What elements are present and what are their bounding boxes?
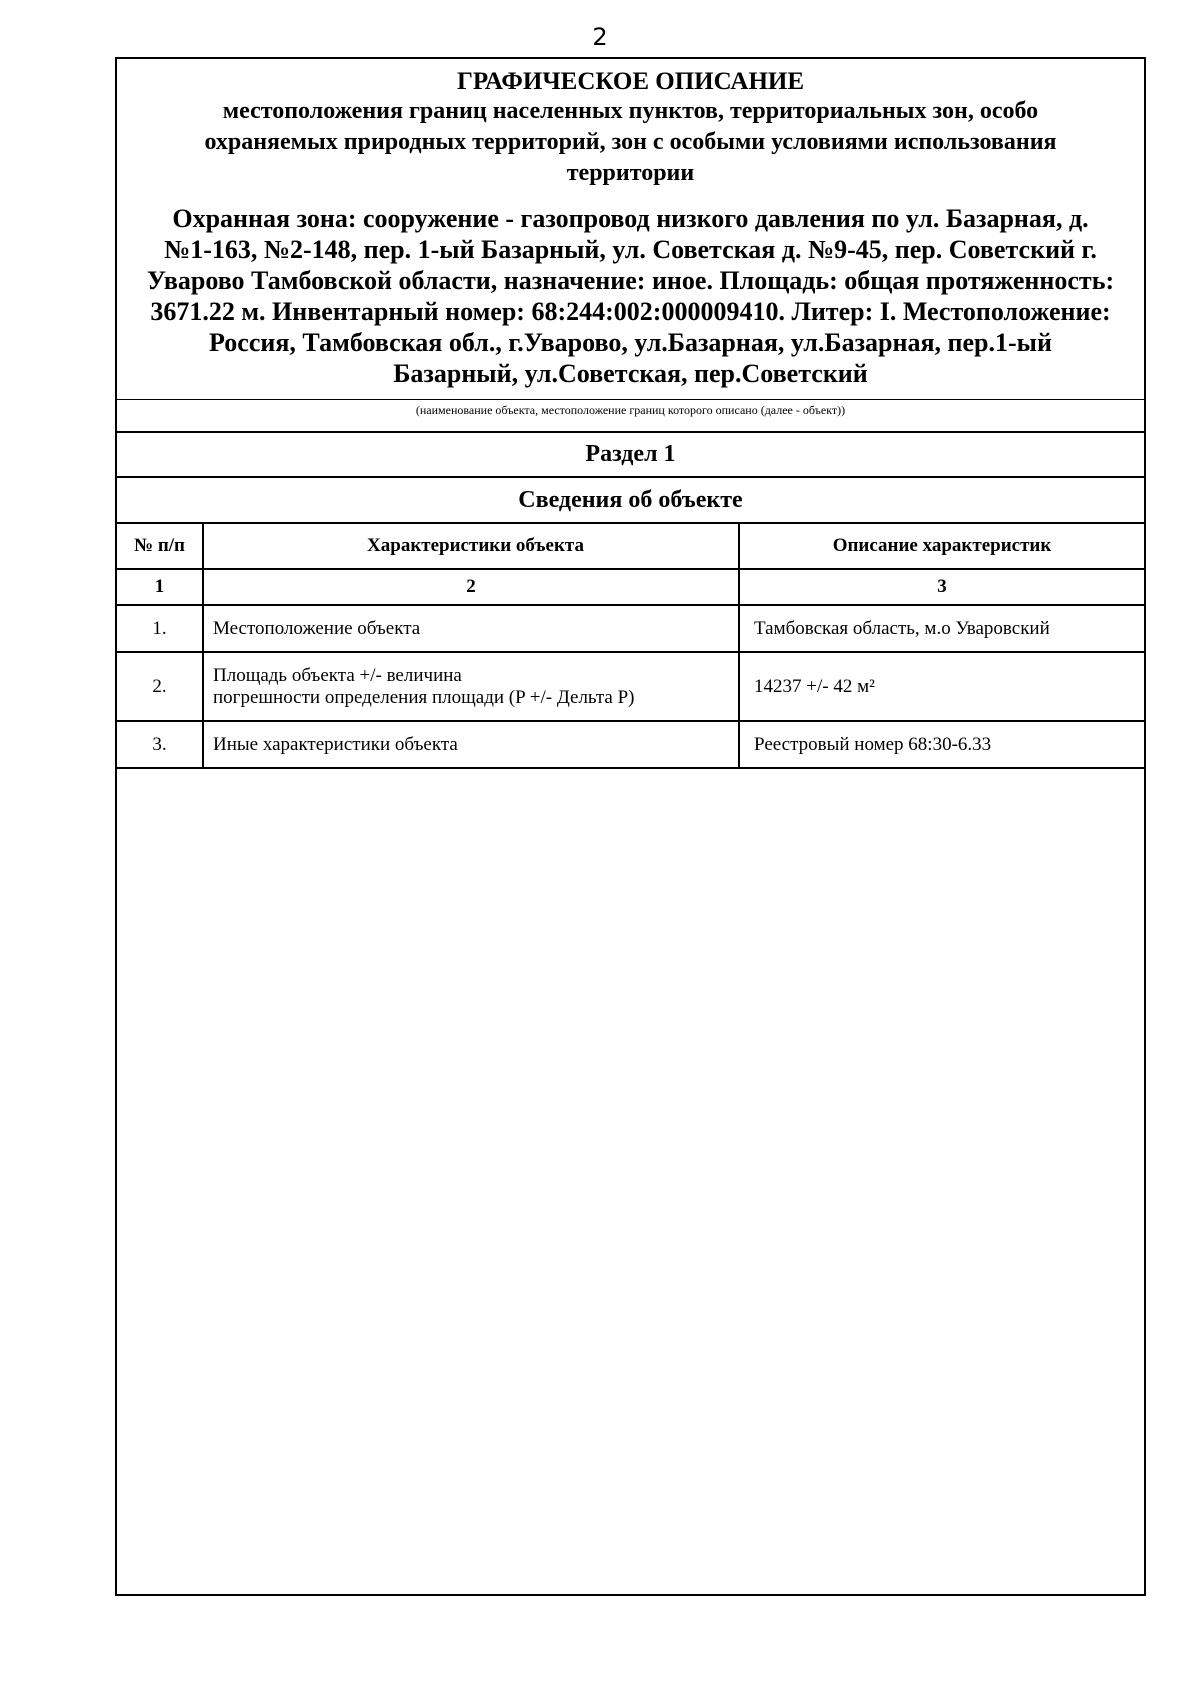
section-subtitle: Сведения об объекте [117, 476, 1144, 522]
document-header [117, 59, 1144, 399]
table-header-row [117, 523, 1144, 569]
row-characteristic: Местоположение объекта [203, 605, 739, 652]
row-number: 3. [117, 721, 203, 768]
row-characteristic [203, 652, 739, 721]
object-name-line: 3671.22 м. Инвентарный номер: 68:244:002:000009410. Литер: I. Местоположение: [150, 297, 1111, 326]
subtitle-line: территории [566, 160, 695, 186]
column-number-row [117, 569, 1144, 605]
row-number: 1. [117, 605, 203, 652]
document-frame [115, 57, 1146, 1596]
page-number: 2 [592, 23, 608, 51]
object-name-line: Уварово Тамбовской области, назначение: иное. Площадь: общая протяженность: [146, 266, 1115, 295]
object-caption: (наименование объекта, местоположение границ которого описано (далее - объект)) [117, 399, 1144, 431]
row-number: 2. [117, 652, 203, 721]
characteristic-line: погрешности определения площади (P +/- Дельта P) [213, 686, 635, 708]
object-name-line: №1-163, №2-148, пер. 1-ый Базарный, ул. Советская д. №9-45, пер. Советский г. [164, 235, 1097, 264]
row-description: Реестровый номер 68:30-6.33 [739, 721, 1144, 768]
table-row [117, 721, 1144, 768]
subtitle-line: охраняемых природных территорий, зон с особыми условиями использования [204, 129, 1057, 155]
object-name-line: Базарный, ул.Советская, пер.Советский [393, 359, 868, 388]
subtitle-line: местоположения границ населенных пунктов, территориальных зон, особо [222, 98, 1039, 124]
document-title: ГРАФИЧЕСКОЕ ОПИСАНИЕ [456, 68, 805, 95]
column-header-description: Описание характеристик [739, 523, 1144, 569]
table-row [117, 652, 1144, 721]
column-number: 2 [203, 569, 739, 605]
object-name [117, 203, 1144, 389]
column-number: 1 [117, 569, 203, 605]
table-row [117, 605, 1144, 652]
object-name-line: Охранная зона: сооружение - газопровод низкого давления по ул. Базарная, д. [172, 204, 1089, 233]
characteristic-line: Площадь объекта +/- величина [213, 664, 462, 686]
object-name-line: Россия, Тамбовская обл., г.Уварово, ул.Базарная, ул.Базарная, пер.1-ый [209, 328, 1052, 357]
row-description: Тамбовская область, м.о Уваровский [739, 605, 1144, 652]
object-details-table [117, 522, 1144, 769]
column-number: 3 [739, 569, 1144, 605]
row-description: 14237 +/- 42 м² [739, 652, 1144, 721]
column-header-characteristic: Характеристики объекта [203, 523, 739, 569]
column-header-number: № п/п [117, 523, 203, 569]
section-title: Раздел 1 [117, 431, 1144, 476]
row-characteristic: Иные характеристики объекта [203, 721, 739, 768]
document-subtitle [117, 96, 1144, 189]
